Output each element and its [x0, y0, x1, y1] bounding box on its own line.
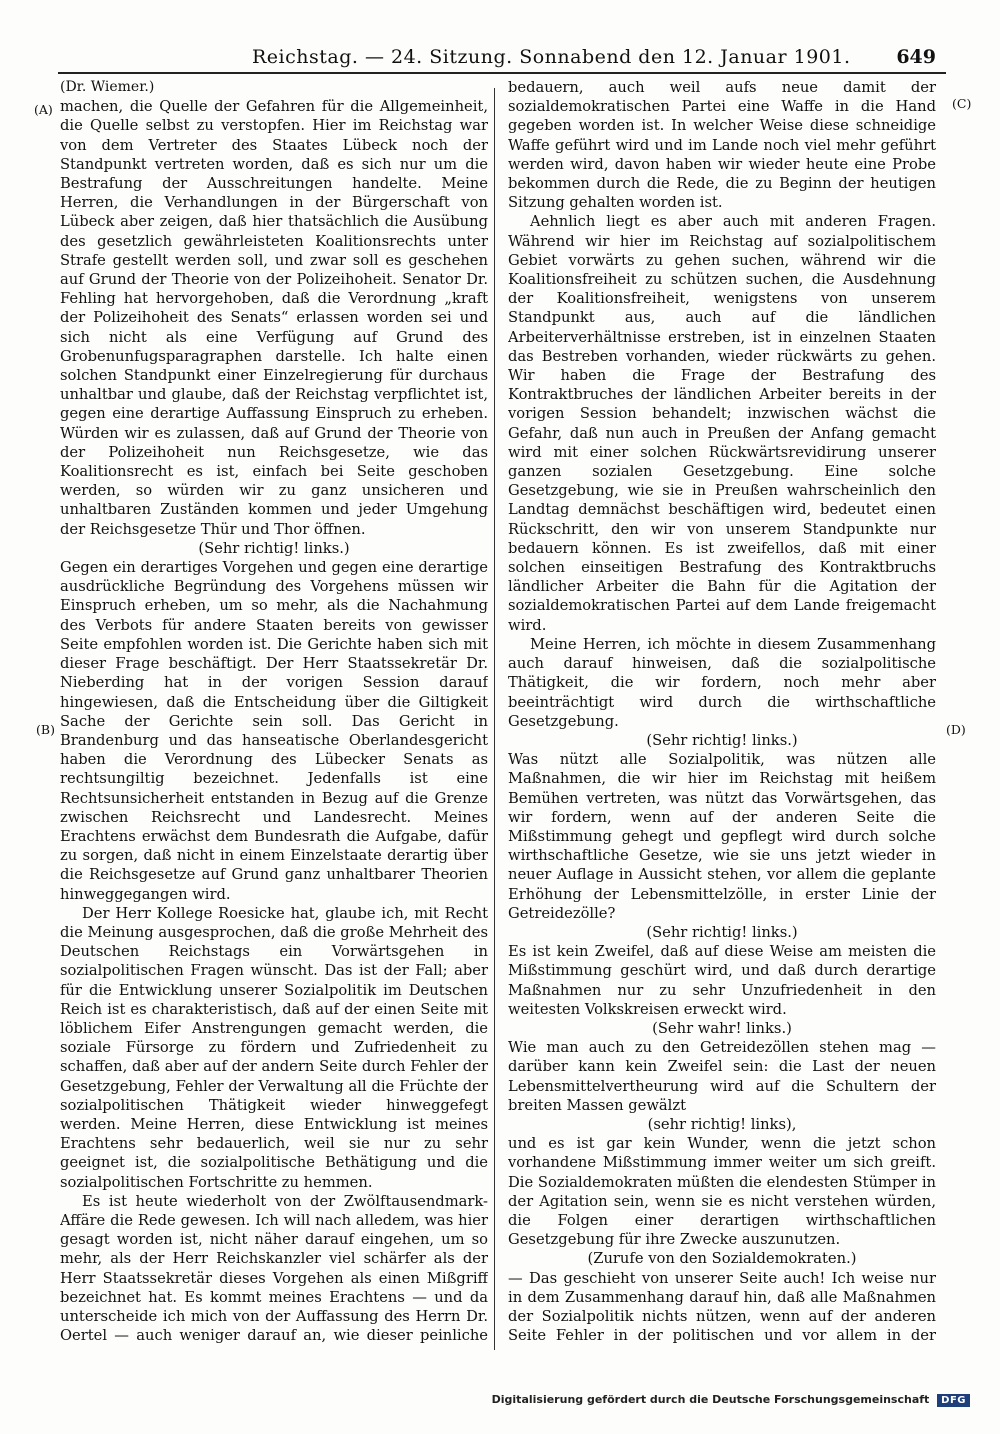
speaker-label: (Dr. Wiemer.): [60, 79, 155, 95]
paragraph: bedauern, auch weil aufs neue damit der sozialdemokratischen Partei eine Waffe in die Hand gegeben worden ist. In welcher Weise diese schneidige Waffe geführt wird und im Lande noch viel mehr geführt werden wird, davon haben wir wieder heute eine Probe bekommen durch die Rede, die zu Beginn der heutigen Sitzung gehalten worden ist.: [508, 79, 936, 212]
interjection: (Zurufe von den Sozialdemokraten.): [587, 1250, 857, 1268]
header-rule: [58, 72, 946, 74]
paragraph: machen, die Quelle der Gefahren für die Allgemeinheit, die Quelle selbst zu verstopfen. Hier im Reichstag war von dem Vertreter des Staates Lübeck noch der Standpunkt vertreten worden, daß es sich nur um die Bestrafung der Ausschreitungen handelte. Meine Herren, die Verhandlungen in der Bürgerschaft von Lübeck aber zeigen, daß hier thatsächlich die Ausübung des gesetzlich gewährleisteten Koalitionsrechts unter Strafe gestellt werden soll, und zwar soll es geschehen auf Grund der Theorie von der Polizeihoheit. Senator Dr. Fehling hat hervorgehoben, daß die Verordnung „kraft der Polizeihoheit des Senats“ erlassen worden sei und sich nicht als eine Verfügung auf Grund des Grobenunfugsparagraphen darstelle. Ich halte einen solchen Standpunkt einer Einzelregierung für durchaus unhaltbar und glaube, daß der Reichstag verpflichtet ist, gegen eine derartige Auffassung Einspruch zu erheben. Würden wir es zulassen, daß auf Grund der Theorie von der Polizeihoheit nun Reichsgesetze, wie das Koalitionsrecht es ist, einfach bei Seite geschoben werden, so würden wir zu ganz unsicheren und unhaltbaren Zuständen kommen und jeder Umgehung der Reichsgesetze Thür und Thor öffnen.: [60, 98, 488, 538]
digitization-footer: [492, 1393, 970, 1407]
interjection: (Sehr richtig! links.): [646, 923, 798, 941]
paragraph: Es ist kein Zweifel, daß auf diese Weise am meisten die Mißstimmung geschürt wird, und daß durch derartige Maßnahmen nur zu sehr Unzufriedenheit in den weitesten Volkskreisen erweckt wird.: [508, 943, 936, 1018]
paragraph: Der Herr Kollege Roesicke hat, glaube ich, mit Recht die Meinung ausgesprochen, daß die große Mehrheit des Deutschen Reichstags ein Vorwärtsgehen in sozialpolitischen Fragen wünscht. Das ist der Fall; aber für die Entwicklung unserer Sozialpolitik im Deutschen Reich ist es charakteristisch, daß auf der einen Seite mit löblichem Eifer Anstrengungen gemacht werden, die soziale Fürsorge zu fördern und Zufriedenheit zu schaffen, daß aber auf der andern Seite durch Fehler der Gesetzgebung, Fehler der Verwaltung all die Früchte der sozialpolitischen Thätigkeit wieder hinweggefegt werden. Meine Herren, diese Entwicklung ist meines Erachtens sehr bedauerlich, weil sie nur zu sehr geeignet ist, die sozialpolitische Bethätigung und die sozialpolitischen Fortschritte zu hemmen.: [60, 904, 488, 1191]
interjection: (Sehr richtig! links.): [646, 731, 798, 749]
paragraph: — Das geschieht von unserer Seite auch! Ich weise nur in dem Zusammenhang darauf hin, daß alle Maßnahmen der Sozialpolitik nichts nützen, wenn auf der anderen Seite Fehler in der politischen und vor allem in der: [508, 1269, 936, 1345]
paragraph: Wie man auch zu den Getreidezöllen stehen mag — darüber kann kein Zweifel sein: die Last der neuen Lebensmittelvertheurung wird auf die Schultern der breiten Massen gewälzt: [508, 1039, 936, 1114]
margin-mark-d: (D): [946, 722, 966, 737]
dfg-logo: DFG: [937, 1394, 970, 1407]
right-column: [508, 78, 936, 1348]
interjection: (Sehr wahr! links.): [652, 1019, 792, 1037]
interjection: (sehr richtig! links),: [647, 1115, 797, 1133]
paragraph: und es ist gar kein Wunder, wenn die jetzt schon vorhandene Mißstimmung immer weiter um sich greift. Die Sozialdemokraten müßten die elendesten Stümper in der Agitation sein, wenn sie es nicht verstehen würden, die Folgen einer derartigen wirthschaftlichen Gesetzgebung für ihre Zwecke auszunutzen.: [508, 1135, 936, 1249]
margin-mark-c: (C): [952, 96, 972, 111]
margin-mark-a: (A): [34, 102, 53, 117]
page-number: 649: [896, 46, 936, 68]
margin-mark-b: (B): [36, 722, 55, 737]
column-divider: [494, 88, 495, 1350]
left-column: [60, 78, 488, 1348]
paragraph: Meine Herren, ich möchte in diesem Zusammenhang auch darauf hinweisen, daß die sozialpolitische Thätigkeit, die wir fordern, noch mehr aber beeinträchtigt wird durch die wirthschaftliche Gesetzgebung.: [508, 635, 936, 730]
paragraph: Aehnlich liegt es aber auch mit anderen Fragen. Während wir hier im Reichstag auf sozialpolitischem Gebiet vorwärts zu gehen suchen, während wir die Koalitionsfreiheit zu schützen suchen, die Ausdehnung der Koalitionsfreiheit, wenigstens von unserem Standpunkt aus, auch auf die ländlichen Arbeiterverhältnisse erstreben, ist in einzelnen Staaten das Bestreben vorhanden, wieder rückwärts zu gehen. Wir haben die Frage der Bestrafung des Kontraktbruches der ländlichen Arbeiter bereits in der vorigen Session behandelt; inzwischen wächst die Gefahr, daß nun auch in Preußen der Anfang gemacht wird mit einer solchen Rückwärtsrevidirung unserer ganzen sozialen Gesetzgebung. Eine solche Gesetzgebung, wie sie in Preußen wahrscheinlich den Landtag demnächst beschäftigen wird, bedeutet einen Rückschritt, den wir von unserem Standpunkte nur bedauern können. Es ist zweifellos, daß mit einer solchen einseitigen Bestrafung des Kontraktbruchs ländlicher Arbeiter die Bahn für die Agitation der sozialdemokratischen Partei auf dem Lande freigemacht wird.: [508, 213, 936, 634]
interjection: (Sehr richtig! links.): [198, 539, 350, 557]
paragraph: Es ist heute wiederholt von der Zwölftausendmark-Affäre die Rede gewesen. Ich will nach alledem, was hier gesagt worden ist, nicht näher darauf eingehen, um so mehr, als der Herr Reichskanzler viel schärfer als der Herr Staatssekretär dieses Vorgehen als einen Mißgriff bezeichnet hat. Es kommt meines Erachtens — und da unterscheide ich mich von der Auffassung des Herrn Dr. Oertel — auch weniger darauf an, wie dieser peinliche: [60, 1192, 488, 1345]
footer-text: Digitalisierung gefördert durch die Deutsche Forschungsgemeinschaft: [491, 1393, 930, 1406]
paragraph: Was nützt alle Sozialpolitik, was nützen alle Maßnahmen, die wir hier im Reichstag mit heißem Bemühen vertreten, was nützt das Vorwärtsgehen, das wir fordern, wenn auf der anderen Seite die Mißstimmung gehegt und gepflegt wird durch solche wirthschaftliche Gesetze, wie sie uns jetzt wieder in neuer Auflage in Aussicht stehen, vor allem die geplante Erhöhung der Lebensmittelzölle, in erster Linie der Getreidezölle?: [508, 751, 936, 922]
page-header: [62, 42, 942, 76]
running-title: Reichstag. — 24. Sitzung. Sonnabend den 12. Januar 1901.: [252, 46, 851, 68]
paragraph: Gegen ein derartiges Vorgehen und gegen eine derartige ausdrückliche Begründung des Vorgehens müssen wir Einspruch erheben, um so mehr, als die Nachahmung des Verbots für andere Staaten bereits von gewisser Seite empfohlen worden ist. Die Gerichte haben sich mit dieser Frage beschäftigt. Der Herr Staatssekretär Dr. Nieberding hat in der vorigen Session darauf hingewiesen, daß die Entscheidung über die Giltigkeit Sache der Gerichte sein soll. Das Gericht in Brandenburg und das hanseatische Oberlandesgericht haben die Verordnung des Lübecker Senats as rechtsungiltig bezeichnet. Jedenfalls ist eine Rechtsunsicherheit entstanden in Bezug auf die Grenze zwischen Reichsrecht und Landesrecht. Meines Erachtens erwächst dem Bundesrath die Aufgabe, dafür zu sorgen, daß nicht in einem Einzelstaate derartig über die Reichsgesetze auf Grund ganz unhaltbarer Theorien hinweggegangen wird.: [60, 559, 488, 903]
